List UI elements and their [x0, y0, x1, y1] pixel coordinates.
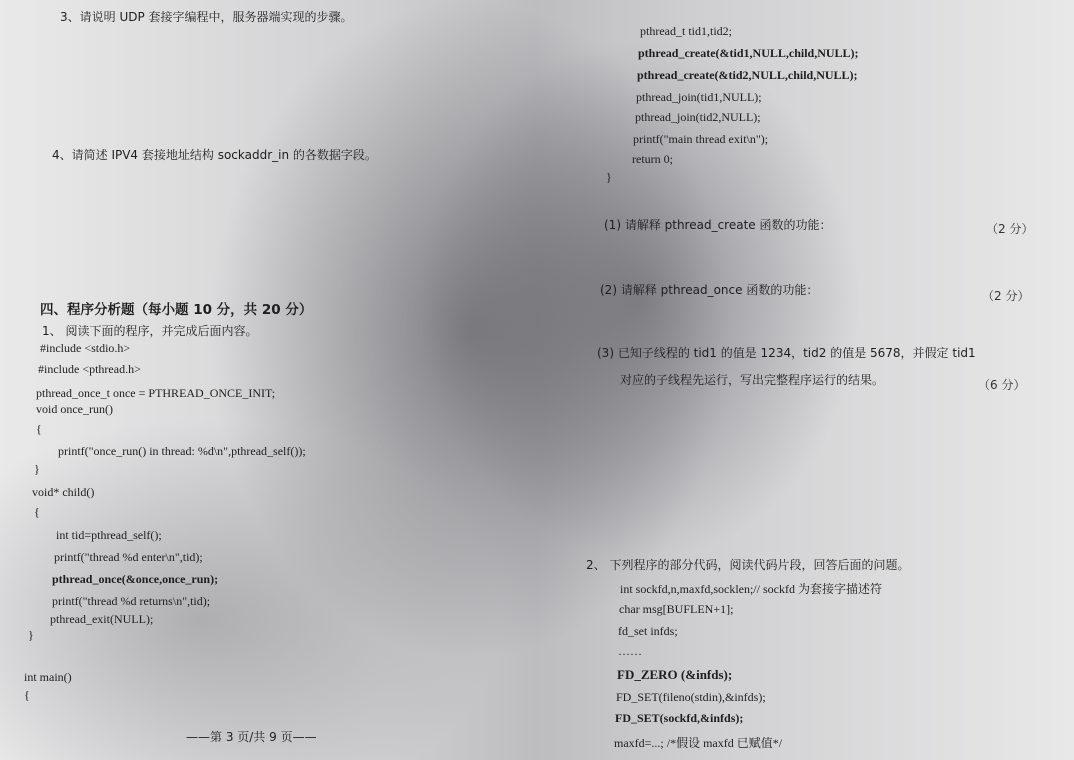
code-line: void* child()	[32, 485, 95, 499]
subquestion-1: (1) 请解释 pthread_create 函数的功能：	[604, 218, 832, 232]
question-2-intro: 2、 下列程序的部分代码，阅读代码片段，回答后面的问题。	[586, 558, 910, 572]
code-line: int main()	[24, 670, 72, 684]
code-line: printf("once_run() in thread: %d\n",pthread_self());	[58, 444, 306, 458]
page-footer: ——第 3 页/共 9 页——	[186, 730, 317, 744]
code-line: pthread_join(tid1,NULL);	[636, 90, 762, 104]
code-line: {	[36, 422, 42, 436]
code-line: }	[34, 462, 40, 476]
subquestion-3-line2: 对应的子线程先运行，写出完整程序运行的结果。	[620, 373, 885, 387]
code-line: printf("thread %d enter\n",tid);	[54, 550, 203, 564]
code-line: FD_ZERO (&infds);	[617, 667, 733, 682]
code-line: fd_set infds;	[618, 624, 678, 638]
code-line: return 0;	[632, 152, 673, 166]
code-line: printf("thread %d returns\n",tid);	[52, 594, 211, 608]
code-line: pthread_exit(NULL);	[50, 612, 154, 626]
subquestion-3-line1: (3) 已知子线程的 tid1 的值是 1234，tid2 的值是 5678，并假定 tid1	[597, 346, 976, 360]
code-line: }	[28, 628, 34, 642]
code-line: int sockfd,n,maxfd,socklen;// sockfd 为套接字描述符	[620, 582, 882, 596]
code-line: pthread_once_t once = PTHREAD_ONCE_INIT;	[36, 386, 276, 400]
code-line: }	[606, 170, 612, 184]
code-line: {	[34, 505, 40, 519]
code-line: maxfd=...; /*假设 maxfd 已赋值*/	[614, 736, 783, 750]
code-line: pthread_create(&tid1,NULL,child,NULL);	[638, 46, 859, 60]
code-line: pthread_create(&tid2,NULL,child,NULL);	[637, 68, 858, 82]
code-line: void once_run()	[36, 402, 113, 416]
code-line: FD_SET(fileno(stdin),&infds);	[616, 690, 766, 704]
code-line: {	[24, 688, 30, 702]
code-line: #include <pthread.h>	[38, 362, 141, 376]
code-line: #include <stdio.h>	[40, 341, 131, 355]
code-line: printf("main thread exit\n");	[633, 132, 769, 146]
code-line: pthread_once(&once,once_run);	[52, 572, 219, 586]
code-line: int tid=pthread_self();	[56, 528, 162, 542]
code-line: pthread_t tid1,tid2;	[640, 24, 732, 38]
subquestion-2: (2) 请解释 pthread_once 函数的功能：	[600, 283, 819, 297]
code-line: FD_SET(sockfd,&infds);	[615, 711, 744, 725]
section-title: 四、程序分析题（每小题 10 分，共 20 分）	[40, 302, 313, 318]
score-3: （6 分）	[978, 378, 1026, 392]
code-line: ……	[618, 644, 642, 658]
score-2: （2 分）	[982, 289, 1030, 303]
code-line: pthread_join(tid2,NULL);	[635, 110, 761, 124]
code-line: char msg[BUFLEN+1];	[619, 602, 734, 616]
score-1: （2 分）	[986, 222, 1034, 236]
question-4: 4、请简述 IPV4 套接地址结构 sockaddr_in 的各数据字段。	[52, 148, 377, 162]
question-1-intro: 1、 阅读下面的程序，并完成后面内容。	[42, 324, 258, 338]
question-3: 3、请说明 UDP 套接字编程中，服务器端实现的步骤。	[60, 10, 353, 24]
